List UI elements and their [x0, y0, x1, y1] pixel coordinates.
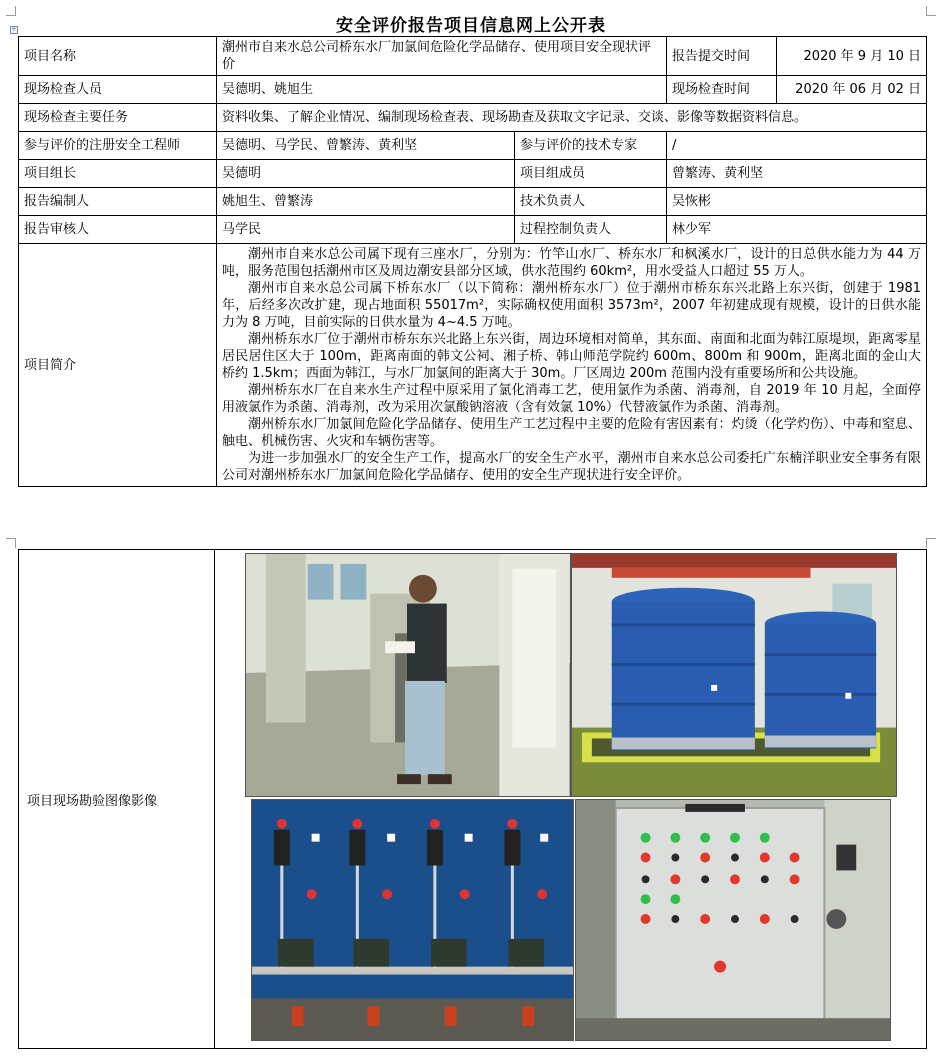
inspection-people-label: 现场检查人员 [19, 76, 217, 104]
leader-label: 项目组长 [19, 160, 217, 188]
row-team [19, 160, 927, 188]
compiler-value: 姚旭生、曾繁涛 [217, 188, 515, 216]
members-value: 曾繁涛、黄利坚 [667, 160, 927, 188]
summary-text [217, 244, 927, 487]
process-control-label: 过程控制负责人 [515, 216, 667, 244]
inspection-people-value: 吴德明、姚旭生 [217, 76, 667, 104]
tech-lead-value: 吴恢彬 [667, 188, 927, 216]
project-name-label: 项目名称 [19, 37, 217, 76]
row-engineers [19, 132, 927, 160]
page-title: 安全评价报告项目信息网上公开表 [336, 16, 606, 36]
info-grid [18, 36, 927, 487]
photo-control-panel [575, 799, 891, 1041]
photo-dosing-pumps [251, 799, 574, 1041]
row-compile [19, 188, 927, 216]
task-value: 资料收集、了解企业情况、编制现场检查表、现场勘查及获取文字记录、交谈、影像等数据资料信息。 [217, 104, 927, 132]
compiler-label: 报告编制人 [19, 188, 217, 216]
reviewer-value: 马学民 [217, 216, 515, 244]
photo-storage-tanks [571, 553, 897, 797]
inspection-time-label: 现场检查时间 [667, 76, 777, 104]
reviewer-label: 报告审核人 [19, 216, 217, 244]
photo-inspector [245, 553, 571, 797]
expert-label: 参与评价的技术专家 [515, 132, 667, 160]
process-control-value: 林少军 [667, 216, 927, 244]
summary-paragraph: 为进一步加强水厂的安全生产工作，提高水厂的安全生产水平，潮州市自来水总公司委托广东楠洋职业安全事务有限公司对潮州桥东水厂加氯间危险化学品储存、使用的安全生产现状进行安全评价。 [222, 451, 922, 483]
summary-paragraph: 潮州桥东水厂加氯间危险化学品储存、使用生产工艺过程中主要的危险有害因素有：灼烫（化学灼伤）、中毒和窒息、触电、机械伤害、火灾和车辆伤害等。 [222, 417, 922, 449]
summary-paragraph: 潮州桥东水厂在自来水生产过程中原采用了氯化消毒工艺，使用氯作为杀菌、消毒剂，自 2019 年 10 月起，全面停用液氯作为杀菌、消毒剂，改为采用次氯酸钠溶液（含有效氯 10%）代替液氯作为杀菌、消毒剂。 [222, 383, 922, 415]
crop-mark-bottom-left [6, 538, 16, 548]
photos-label: 项目现场勘验图像影像 [19, 550, 215, 1049]
project-name-value: 潮州市自来水总公司桥东水厂加氯间危险化学品储存、使用项目安全现状评价 [217, 37, 667, 76]
engineers-value: 吴德明、马学民、曾繁涛、黄利坚 [217, 132, 515, 160]
summary-paragraph: 潮州市自来水总公司属下桥东水厂（以下简称：潮州桥东水厂）位于潮州市桥东东兴北路上东兴街，创建于 1981 年，后经多次改扩建，现占地面积 55017m²，实际确权使用面积 3573m²，2007 年初建成现有规模，设计的日供水能力为 8 万吨，目前实际的日供水量为 4~4.5 万吨。 [222, 281, 922, 330]
task-label: 现场检查主要任务 [19, 104, 217, 132]
summary-paragraph: 潮州桥东水厂位于潮州市桥东东兴北路上东兴街，周边环境相对简单，其东面、南面和北面为韩江原堤坝，距离零星居民居住区大于 100m，距离南面的韩文公祠、湘子桥、韩山师范学院约 600m、800m 和 900m，距离北面的金山大桥约 1.5km；西面为韩江，与水厂加氯间的距离大于 30m。厂区周边 200m 范围内没有重要场所和公共设施。 [222, 332, 922, 381]
inspection-time-value: 2020 年 06 月 02 日 [777, 76, 927, 104]
summary-paragraph: 潮州市自来水总公司属下现有三座水厂，分别为：竹竿山水厂、桥东水厂和枫溪水厂，设计的日总供水能力为 44 万吨，服务范围包括潮州市区及周边潮安县部分区域，供水范围约 60km²，用水受益人口超过 55 万人。 [222, 247, 922, 279]
row-summary [19, 244, 927, 487]
row-task [19, 104, 927, 132]
tech-lead-label: 技术负责人 [515, 188, 667, 216]
row-project [19, 37, 927, 76]
submit-time-label: 报告提交时间 [667, 37, 777, 76]
summary-label: 项目简介 [19, 244, 217, 487]
crop-mark-bottom-right [926, 538, 936, 548]
members-label: 项目组成员 [515, 160, 667, 188]
engineers-label: 参与评价的注册安全工程师 [19, 132, 217, 160]
row-inspection [19, 76, 927, 104]
submit-time-value: 2020 年 9 月 10 日 [777, 37, 927, 76]
leader-value: 吴德明 [217, 160, 515, 188]
table-move-handle-icon[interactable]: + [11, 26, 17, 33]
expert-value: / [667, 132, 927, 160]
row-review [19, 216, 927, 244]
